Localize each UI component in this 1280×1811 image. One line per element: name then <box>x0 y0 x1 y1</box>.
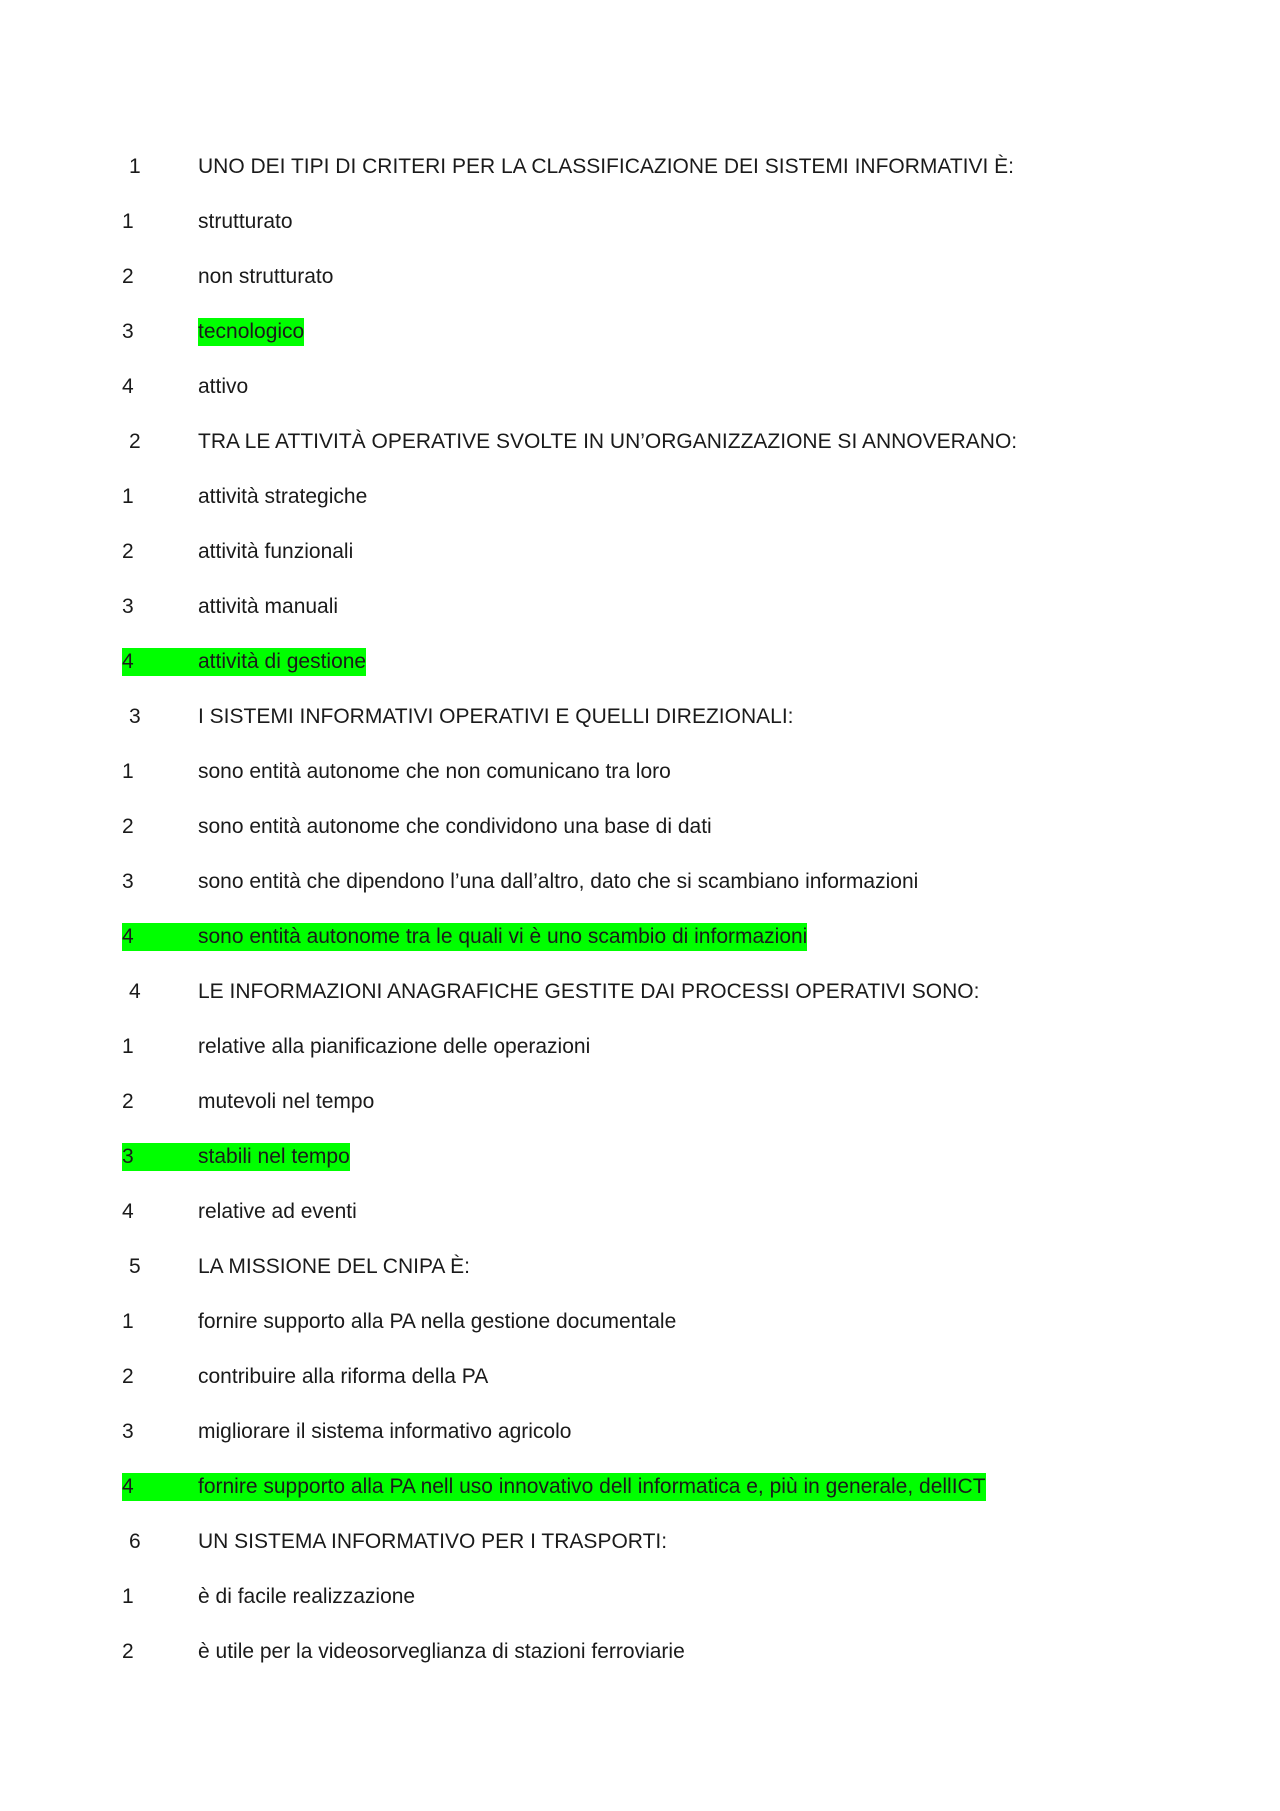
option-text: relative alla pianificazione delle operazioni <box>198 1035 591 1058</box>
option-number: 1 <box>122 760 134 783</box>
question-1 <box>122 153 1014 181</box>
option-number: 1 <box>122 1585 134 1608</box>
question-3 <box>122 703 794 731</box>
question-2 <box>122 428 1017 456</box>
option-number: 1 <box>122 210 134 233</box>
option-text: strutturato <box>198 210 293 233</box>
answer-option-correct <box>122 318 304 346</box>
answer-option <box>122 1033 590 1061</box>
question-number: 3 <box>129 705 141 728</box>
option-number: 2 <box>122 1365 134 1388</box>
option-text: sono entità autonome che non comunicano tra loro <box>198 760 671 783</box>
option-text: sono entità autonome che condividono una base di dati <box>198 815 712 838</box>
option-number: 3 <box>122 320 134 343</box>
answer-option <box>122 483 367 511</box>
answer-option <box>122 1363 488 1391</box>
option-text: mutevoli nel tempo <box>198 1090 375 1113</box>
answer-option <box>122 593 338 621</box>
option-text: attività strategiche <box>198 485 368 508</box>
question-number: 1 <box>129 155 141 178</box>
question-text: I SISTEMI INFORMATIVI OPERATIVI E QUELLI DIREZIONALI: <box>198 705 794 728</box>
option-number: 4 <box>122 925 134 948</box>
option-number: 2 <box>122 265 134 288</box>
answer-option <box>122 1198 357 1226</box>
option-text: sono entità che dipendono l’una dall’altro, dato che si scambiano informazioni <box>198 870 919 893</box>
option-number: 2 <box>122 540 134 563</box>
answer-option <box>122 868 918 896</box>
option-number: 3 <box>122 1145 134 1168</box>
option-text: è utile per la videosorveglianza di stazioni ferroviarie <box>198 1640 685 1663</box>
option-number: 2 <box>122 1090 134 1113</box>
answer-option <box>122 1418 571 1446</box>
option-number: 2 <box>122 815 134 838</box>
option-text: contribuire alla riforma della PA <box>198 1365 489 1388</box>
answer-option-correct <box>122 1143 350 1171</box>
question-text: LA MISSIONE DEL CNIPA È: <box>198 1255 470 1278</box>
answer-option <box>122 538 353 566</box>
option-text-highlighted: stabili nel tempo <box>198 1145 350 1168</box>
option-text: attività funzionali <box>198 540 354 563</box>
answer-option <box>122 263 333 291</box>
option-number: 4 <box>122 650 134 673</box>
option-text: non strutturato <box>198 265 334 288</box>
option-number: 4 <box>122 375 134 398</box>
answer-option <box>122 1088 374 1116</box>
option-text: fornire supporto alla PA nella gestione documentale <box>198 1310 677 1333</box>
answer-option <box>122 758 671 786</box>
option-text: è di facile realizzazione <box>198 1585 416 1608</box>
answer-option <box>122 1583 415 1611</box>
option-number: 4 <box>122 1200 134 1223</box>
answer-option <box>122 1308 676 1336</box>
option-text-highlighted: tecnologico <box>198 318 304 346</box>
question-4 <box>122 978 979 1006</box>
option-text-highlighted: sono entità autonome tra le quali vi è uno scambio di informazioni <box>198 925 808 948</box>
answer-option-correct <box>122 1473 986 1501</box>
option-number: 1 <box>122 485 134 508</box>
option-number: 3 <box>122 1420 134 1443</box>
answer-option <box>122 373 248 401</box>
option-number: 1 <box>122 1035 134 1058</box>
question-number: 4 <box>129 980 141 1003</box>
question-5 <box>122 1253 470 1281</box>
option-number: 3 <box>122 870 134 893</box>
option-number: 2 <box>122 1640 134 1663</box>
option-text-highlighted: fornire supporto alla PA nell uso innovativo dell informatica e, più in generale, dellICT <box>198 1475 986 1498</box>
question-number: 5 <box>129 1255 141 1278</box>
question-number: 2 <box>129 430 141 453</box>
option-text: attivo <box>198 375 249 398</box>
option-text-highlighted: attività di gestione <box>198 650 367 673</box>
option-number: 4 <box>122 1475 134 1498</box>
answer-option-correct <box>122 648 366 676</box>
option-text: attività manuali <box>198 595 339 618</box>
answer-option-correct <box>122 923 807 951</box>
option-number: 3 <box>122 595 134 618</box>
question-text: UN SISTEMA INFORMATIVO PER I TRASPORTI: <box>198 1530 668 1553</box>
option-number: 1 <box>122 1310 134 1333</box>
option-text: relative ad eventi <box>198 1200 357 1223</box>
question-text: UNO DEI TIPI DI CRITERI PER LA CLASSIFICAZIONE DEI SISTEMI INFORMATIVI È: <box>198 155 1015 178</box>
question-6 <box>122 1528 667 1556</box>
question-text: TRA LE ATTIVITÀ OPERATIVE SVOLTE IN UN’ORGANIZZAZIONE SI ANNOVERANO: <box>198 430 1018 453</box>
question-number: 6 <box>129 1530 141 1553</box>
answer-option <box>122 813 712 841</box>
option-text: migliorare il sistema informativo agricolo <box>198 1420 572 1443</box>
answer-option <box>122 1638 685 1666</box>
question-text: LE INFORMAZIONI ANAGRAFICHE GESTITE DAI PROCESSI OPERATIVI SONO: <box>198 980 980 1003</box>
answer-option <box>122 208 293 236</box>
